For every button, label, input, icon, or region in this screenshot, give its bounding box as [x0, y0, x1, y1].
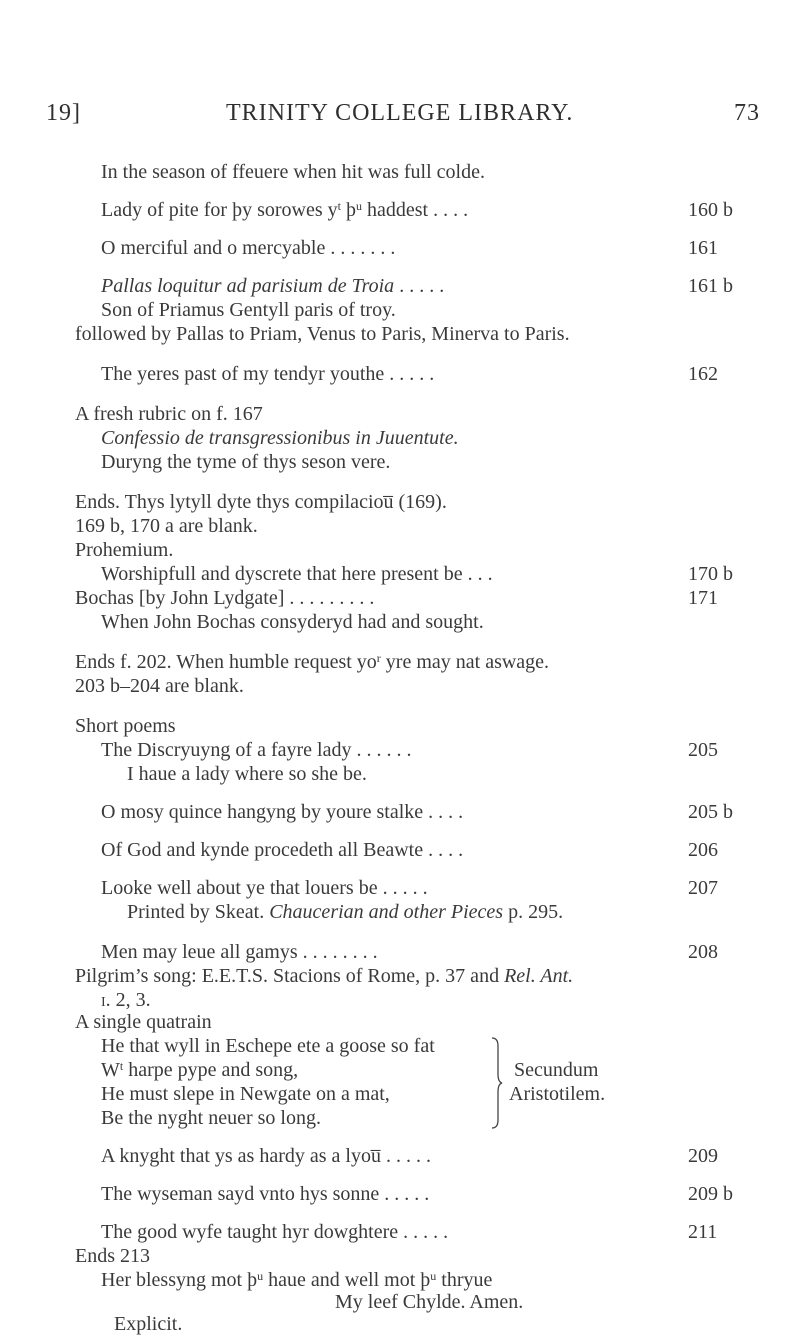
folio-number: 206: [688, 839, 718, 861]
entry-note: A single quatrain: [75, 1011, 212, 1033]
entry-line: Men may leue all gamys . . . . . . . .: [101, 941, 378, 963]
folio-number: 162: [688, 363, 718, 385]
folio-number: 171: [688, 587, 718, 609]
folio-number: 209: [688, 1145, 718, 1167]
entry-line: The wyseman sayd vnto hys sonne . . . . .: [101, 1183, 430, 1205]
entry-note: Ends 213: [75, 1245, 150, 1267]
folio-number: 160 b: [688, 199, 733, 221]
entry-note: 169 b, 170 a are blank.: [75, 515, 258, 537]
quatrain-line: He must slepe in Newgate on a mat,: [101, 1083, 390, 1105]
entry-line: O merciful and o mercyable . . . . . . .: [101, 237, 396, 259]
entry-line: Her blessyng mot $þ^u$ haue and well mot $þ^u$ thryue: [101, 1269, 493, 1291]
folio-number: 170 b: [688, 563, 733, 585]
entry-line: Confessio de transgressionibus in Juuentute.: [101, 427, 459, 449]
entry-line: My leef Chylde. Amen.: [335, 1291, 524, 1313]
entry-note: A fresh rubric on f. 167: [75, 403, 263, 425]
entry-line: When John Bochas consyderyd had and sought.: [101, 611, 484, 633]
entry-line: The yeres past of my tendyr youthe . . . . .: [101, 363, 435, 385]
folio-number: 205: [688, 739, 718, 761]
entry-note: Prohemium.: [75, 539, 174, 561]
entry-line: The Discryuyng of a fayre lady . . . . . .: [101, 739, 412, 761]
quatrain-line: He that wyll in Eschepe ete a goose so fat: [101, 1035, 435, 1057]
folio-number: 161 b: [688, 275, 733, 297]
quatrain-line: $W^t$ harpe pype and song,: [101, 1059, 299, 1081]
folio-number: 205 b: [688, 801, 733, 823]
entry-note: Ends f. 202. When humble request $yo^r$ yre may nat aswage.: [75, 651, 550, 673]
entry-line: Son of Priamus Gentyll paris of troy.: [101, 299, 396, 321]
entry-line: A knyght that ys as hardy as a lyou̅ . . . . .: [101, 1145, 431, 1167]
folio-number: 208: [688, 941, 718, 963]
entry-line: Duryng the tyme of thys seson vere.: [101, 451, 391, 473]
folio-number: 211: [688, 1221, 718, 1243]
attribution: Secundum: [514, 1059, 599, 1081]
entry-line: O mosy quince hangyng by youre stalke . . . .: [101, 801, 464, 823]
entry-note: 203 b–204 are blank.: [75, 675, 244, 697]
entry-line: Explicit.: [114, 1313, 183, 1335]
entry-line: Worshipfull and dyscrete that here present be . . .: [101, 563, 493, 585]
quatrain-line: Be the nyght neuer so long.: [101, 1107, 321, 1129]
section-heading: Short poems: [75, 715, 176, 737]
entry-line: In the season of ffeuere when hit was full colde.: [101, 161, 485, 183]
entry-note: Ends. Thys lytyll dyte thys compilaciou̅ (169).: [75, 491, 447, 513]
header-page-number: 73: [734, 100, 760, 126]
entry-note: followed by Pallas to Priam, Venus to Paris, Minerva to Paris.: [75, 323, 570, 345]
entry-line: Bochas [by John Lydgate] . . . . . . . . .: [75, 587, 375, 609]
right-brace-icon: [490, 1036, 504, 1130]
entry-line: I haue a lady where so she be.: [127, 763, 367, 785]
folio-number: 209 b: [688, 1183, 733, 1205]
folio-number: 207: [688, 877, 718, 899]
entry-note: Printed by Skeat. Chaucerian and other Pieces p. 295.: [127, 901, 564, 923]
entry-line: Looke well about ye that louers be . . . . .: [101, 877, 428, 899]
attribution: Aristotilem.: [509, 1083, 606, 1105]
folio-number: 161: [688, 237, 718, 259]
entry-note: Pilgrim’s song: E.E.T.S. Stacions of Rome, p. 37 and Rel. Ant.: [75, 965, 574, 987]
header-section-number: 19]: [46, 100, 81, 126]
entry-note: i. 2, 3.: [101, 989, 151, 1011]
entry-line: Pallas loquitur ad parisium de Troia . . . . .: [101, 275, 445, 297]
header-title: TRINITY COLLEGE LIBRARY.: [226, 100, 574, 126]
entry-line: The good wyfe taught hyr dowghtere . . . . .: [101, 1221, 449, 1243]
entry-line: Lady of pite for þy sorowes $y^t$ $þ^u$ haddest . . . .: [101, 199, 469, 221]
entry-line: Of God and kynde procedeth all Beawte . . . .: [101, 839, 464, 861]
